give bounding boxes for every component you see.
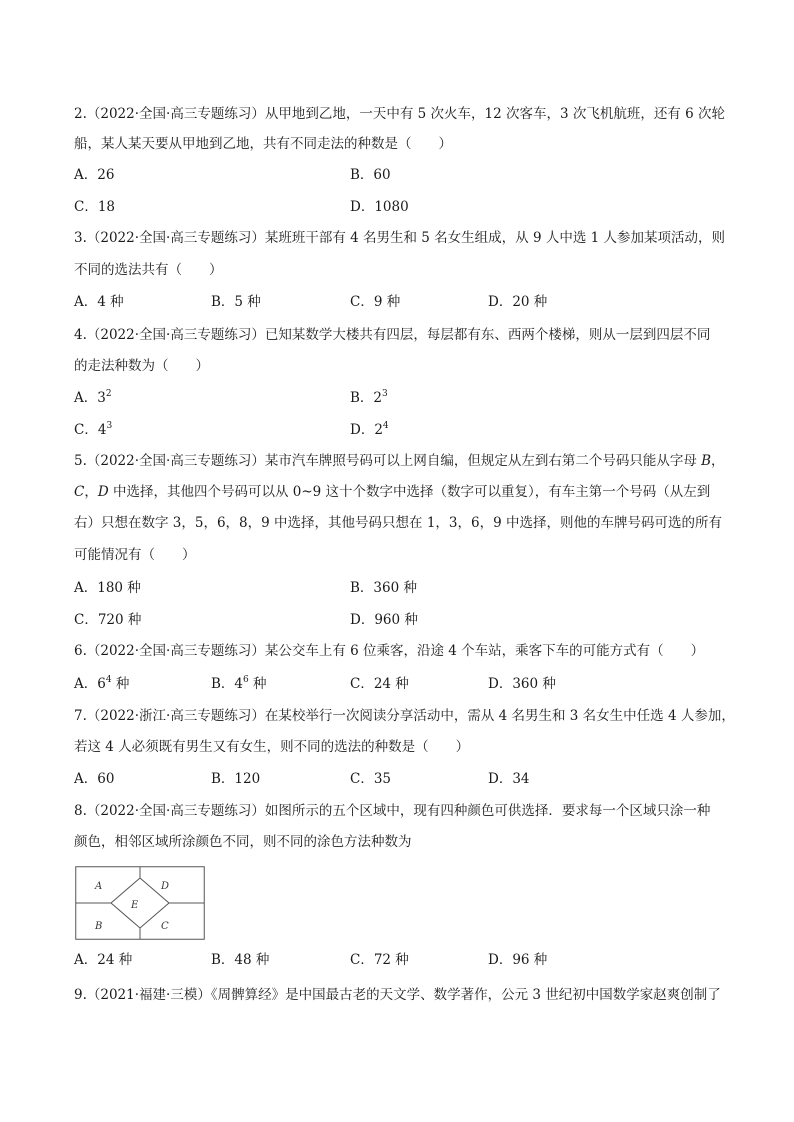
q5-option-b: B．360 种 [350,580,417,596]
region-coloring-figure [75,866,205,940]
q8-option-d: D．96 种 [488,952,548,968]
q8-option-c: C．72 种 [350,952,409,968]
q3-option-c: C．9 种 [350,294,401,310]
q5-stem-line3: 右）只想在数字 3，5，6，8，9 中选择，其他号码只想在 1，3，6，9 中选择，则他的车牌号码可选的所有 [74,515,722,531]
q4-option-c: C．$4^3$ [74,421,113,438]
q9-stem-line1: 9.（2021·福建·三模）《周髀算经》是中国最古老的天文学、数学著作，公元 3 世纪初中国数学家赵爽创制了 [74,987,721,1003]
figure-label-e: E [131,900,139,911]
q3-stem-line1: 3.（2022·全国·高三专题练习）某班班干部有 4 名男生和 5 名女生组成，从 9 人中选 1 人参加某项活动，则 [74,230,726,246]
q3-option-d: D．20 种 [488,294,548,310]
q5-option-a: A．180 种 [74,580,141,596]
figure-label-d: D [161,881,170,892]
q4-option-a: A．$3^2$ [74,389,112,406]
q5-stem-line4: 可能情况有（ ） [74,547,196,563]
figure-label-b: B [95,921,103,932]
q8-stem-line2: 颜色，相邻区域所涂颜色不同，则不同的涂色方法种数为 [74,834,412,850]
q5-option-c: C．720 种 [74,612,142,628]
q2-option-d: D．1080 [350,199,409,215]
q6-option-c: C．24 种 [350,676,409,692]
q4-option-b: B．$2^3$ [350,389,388,406]
q5-stem-line2: C，D 中选择，其他四个号码可以从 0~9 这十个数字中选择（数字可以重复），有车主第一个号码（从左到 [74,484,711,500]
q2-stem-line1: 2.（2022·全国·高三专题练习）从甲地到乙地，一天中有 5 次火车，12 次客车，3 次飞机航班，还有 6 次轮 [74,106,726,122]
q3-option-b: B．5 种 [211,294,261,310]
q7-option-a: A．60 [74,771,115,787]
q5-stem-line1: 5.（2022·全国·高三专题练习）某市汽车牌照号码可以上网自编，但规定从左到右第二个号码只能从字母 B， [74,453,725,469]
q7-option-b: B．120 [211,771,261,787]
q2-option-a: A．26 [74,167,115,183]
q6-stem-line1: 6.（2022·全国·高三专题练习）某公交车上有 6 位乘客，沿途 4 个车站，乘客下车的可能方式有（ ） [74,643,705,659]
q2-option-c: C．18 [74,199,116,215]
q8-stem-line1: 8.（2022·全国·高三专题练习）如图所示的五个区域中，现有四种颜色可供选择．要求每一个区域只涂一种 [74,803,711,819]
q7-option-d: D．34 [488,771,530,787]
figure-label-c: C [161,921,169,932]
q7-option-c: C．35 [350,771,392,787]
figure-label-a: A [95,881,103,892]
q6-option-d: D．360 种 [488,676,556,692]
q3-option-a: A．4 种 [74,294,124,310]
q3-stem-line2: 不同的选法共有（ ） [74,262,223,278]
q8-option-a: A．24 种 [74,952,133,968]
q6-option-a: A．$6^4$ 种 [74,675,130,692]
q4-stem-line2: 的走法种数为（ ） [74,358,209,374]
q7-stem-line1: 7.（2022·浙江·高三专题练习）在某校举行一次阅读分享活动中，需从 4 名男生和 3 名女生中任选 4 人参加， [74,708,735,724]
q2-stem-line2: 船，某人某天要从甲地到乙地，共有不同走法的种数是（ ） [74,136,452,152]
q2-option-b: B．60 [350,167,391,183]
q6-option-b: B．$4^6$ 种 [211,675,267,692]
q4-stem-line1: 4.（2022·全国·高三专题练习）已知某数学大楼共有四层，每层都有东、西两个楼梯，则从一层到四层不同 [74,327,711,343]
q8-option-b: B．48 种 [211,952,270,968]
q7-stem-line2: 若这 4 人必须既有男生又有女生，则不同的选法的种数是（ ） [74,739,470,755]
q4-option-d: D．$2^4$ [350,421,389,438]
q5-option-d: D．960 种 [350,612,418,628]
